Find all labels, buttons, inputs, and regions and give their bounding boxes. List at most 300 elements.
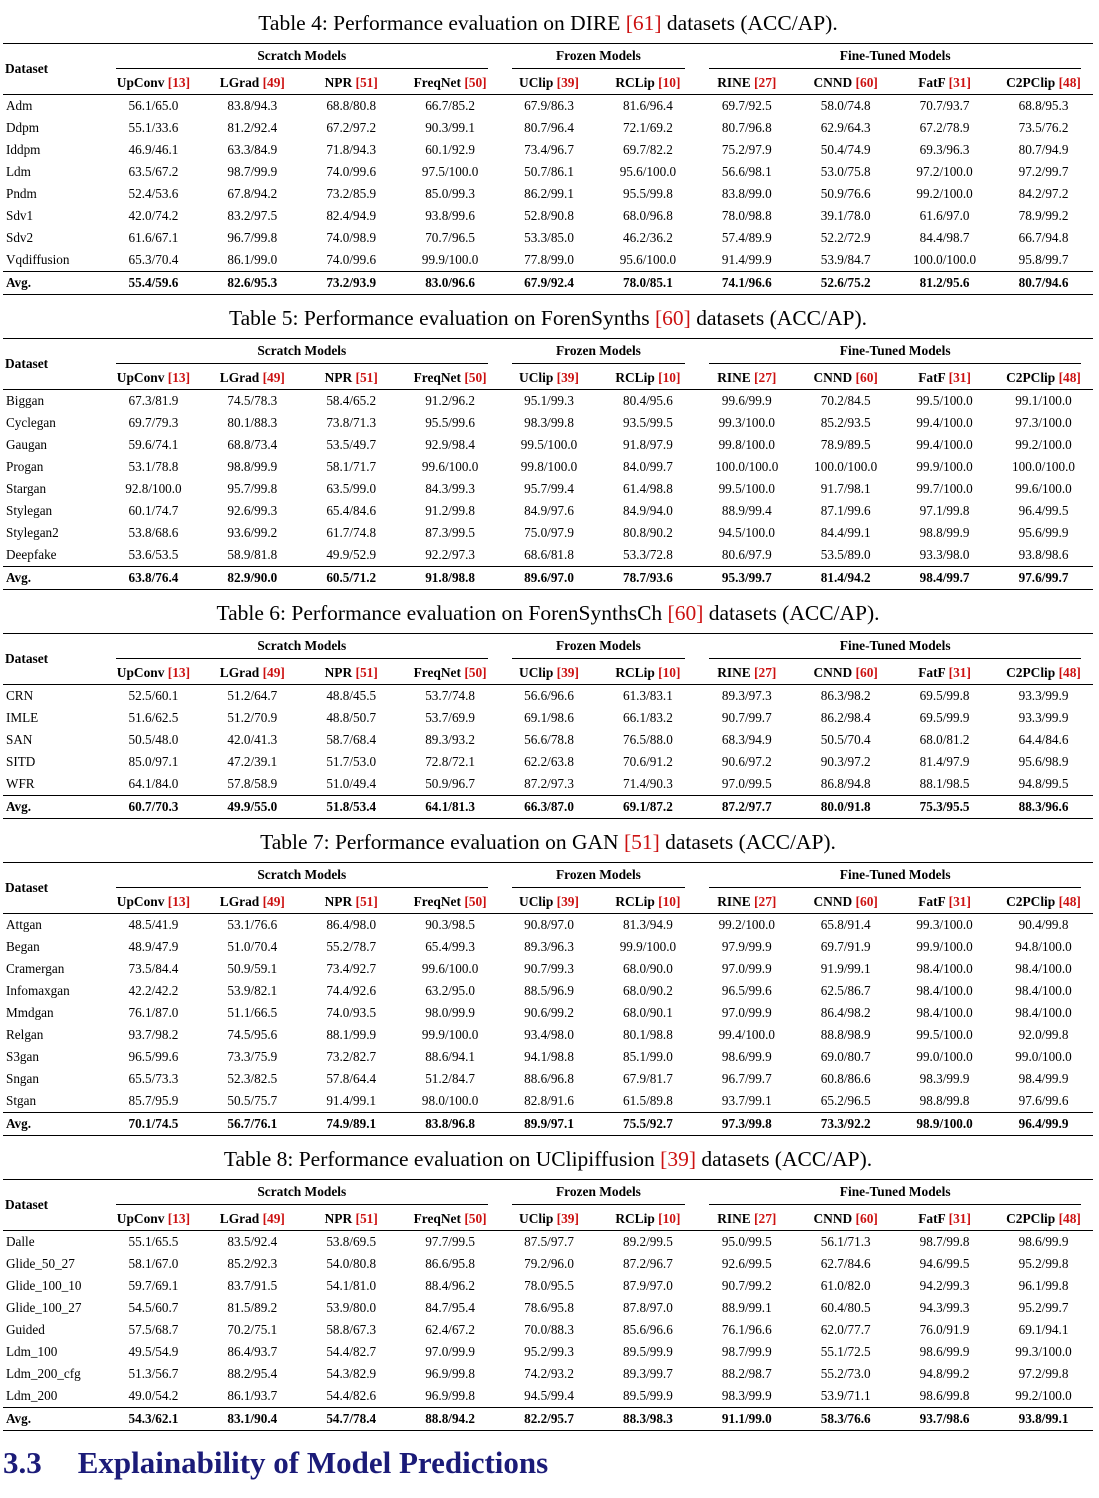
metric-cell: 55.1/72.5 (820, 1344, 871, 1359)
metric-cell: 99.7/100.0 (916, 481, 973, 496)
metric-cell: 50.9/76.6 (820, 186, 871, 201)
metric-cell: 80.6/97.9 (721, 547, 772, 562)
model-column-header (994, 662, 1093, 685)
model-column-header (895, 891, 994, 914)
table-caption-text: Table 5: Performance evaluation on ForenSynths (228, 306, 655, 330)
metric-cell: 83.1/90.4 (203, 1408, 302, 1431)
metric-cell: 46.9/46.1 (128, 142, 179, 157)
metric-cell: 94.8/100.0 (1015, 939, 1072, 954)
metric-cell: 60.4/80.5 (820, 1300, 871, 1315)
citation-link[interactable]: [51] (623, 830, 660, 854)
metric-cell: 98.8/99.9 (227, 459, 278, 474)
metric-cell: 90.4/99.8 (1018, 917, 1069, 932)
metric-cell: 61.5/89.8 (622, 1093, 673, 1108)
model-column-header (796, 367, 895, 390)
metric-cell: 56.1/71.3 (820, 1234, 871, 1249)
citation-link[interactable]: [60] (667, 601, 704, 625)
model-name: C2PClip (1006, 1211, 1056, 1226)
table-section (3, 601, 1093, 819)
metric-cell: 97.9/99.9 (721, 939, 772, 954)
metric-cell: 54.4/82.6 (326, 1388, 377, 1403)
model-name: LGrad (219, 1211, 260, 1226)
metric-cell: 99.2/100.0 (718, 917, 775, 932)
table-row (3, 958, 1093, 980)
model-name: FreqNet (413, 1211, 461, 1226)
metric-cell: 81.4/94.2 (796, 567, 895, 590)
column-group-label: Frozen Models (512, 342, 686, 364)
metric-cell: 95.2/99.7 (1018, 1300, 1069, 1315)
metric-cell: 84.2/97.2 (1018, 186, 1069, 201)
model-column-header (598, 662, 697, 685)
metric-cell: 98.6/99.9 (1018, 1234, 1069, 1249)
metric-cell: 99.6/100.0 (421, 961, 479, 976)
metric-cell: 83.2/97.5 (227, 208, 278, 223)
model-column-header (697, 1208, 796, 1231)
metric-cell: 70.2/75.1 (227, 1322, 278, 1337)
citation-link[interactable]: [13] (167, 75, 191, 90)
citation-link[interactable]: [13] (167, 370, 191, 385)
metric-cell: 49.9/55.0 (203, 796, 302, 819)
citation-link[interactable]: [13] (167, 665, 191, 680)
metric-cell: 92.6/99.3 (227, 503, 278, 518)
citation-link[interactable]: [60] (655, 306, 691, 330)
metric-cell: 68.0/90.0 (622, 961, 673, 976)
model-name: UpConv (116, 665, 165, 680)
citation-link[interactable]: [10] (658, 894, 681, 909)
citation-link[interactable]: [31] (948, 894, 971, 909)
metric-cell: 78.9/89.5 (820, 437, 871, 452)
table-row (3, 1297, 1093, 1319)
metric-cell: 82.9/90.0 (203, 567, 302, 590)
table-row (3, 1319, 1093, 1341)
metric-cell: 63.2/95.0 (425, 983, 476, 998)
metric-cell: 96.5/99.6 (721, 983, 772, 998)
metric-cell: 66.7/85.2 (425, 98, 476, 113)
citation-link[interactable]: [10] (658, 75, 681, 90)
metric-cell: 51.7/53.0 (326, 754, 377, 769)
citation-link[interactable]: [27] (754, 75, 777, 90)
metric-cell: 84.0/99.7 (622, 459, 673, 474)
column-group-header (500, 863, 698, 892)
model-name: NPR (324, 370, 353, 385)
metric-cell: 60.1/74.7 (128, 503, 179, 518)
metric-cell: 85.0/97.1 (128, 754, 179, 769)
model-column-header (697, 891, 796, 914)
citation-link[interactable]: [51] (355, 665, 378, 680)
metric-cell: 65.3/70.4 (128, 252, 179, 267)
citation-link[interactable]: [39] (556, 370, 579, 385)
metric-cell: 97.3/100.0 (1015, 415, 1072, 430)
metric-cell: 61.4/98.8 (622, 481, 673, 496)
model-column-header (500, 367, 599, 390)
citation-link[interactable]: [60] (855, 1211, 878, 1226)
metric-cell: 74.4/92.6 (326, 983, 377, 998)
metric-cell: 98.7/99.9 (227, 164, 278, 179)
performance-table (3, 338, 1093, 590)
metric-cell: 93.3/99.9 (1018, 688, 1069, 703)
metric-cell: 99.9/100.0 (619, 939, 677, 954)
metric-cell: 94.8/99.2 (919, 1366, 970, 1381)
citation-link[interactable]: [51] (355, 894, 378, 909)
metric-cell: 80.7/96.8 (721, 120, 772, 135)
metric-cell: 99.2/100.0 (916, 186, 973, 201)
table-row (3, 1090, 1093, 1113)
metric-cell: 67.2/97.2 (326, 120, 377, 135)
model-column-header (697, 367, 796, 390)
model-column-header (796, 1208, 895, 1231)
metric-cell: 79.2/96.0 (524, 1256, 574, 1271)
citation-link[interactable]: [10] (658, 370, 681, 385)
metric-cell: 95.3/99.7 (697, 567, 796, 590)
citation-link[interactable]: [27] (754, 665, 777, 680)
citation-link[interactable]: [50] (464, 894, 487, 909)
metric-cell: 88.9/99.4 (721, 503, 772, 518)
dataset-cell: Sdv2 (6, 230, 34, 245)
metric-cell: 56.6/78.8 (524, 732, 574, 747)
avg-row (3, 1113, 1093, 1136)
metric-cell: 91.4/99.1 (326, 1093, 377, 1108)
metric-cell: 96.7/99.7 (721, 1071, 772, 1086)
metric-cell: 53.8/69.5 (326, 1234, 377, 1249)
metric-cell: 91.4/99.9 (721, 252, 772, 267)
metric-cell: 39.1/78.0 (820, 208, 871, 223)
metric-cell: 88.3/96.6 (994, 796, 1093, 819)
model-name: LGrad (219, 75, 260, 90)
metric-cell: 98.3/99.9 (919, 1071, 970, 1086)
column-group-header (697, 634, 1093, 663)
citation-link[interactable]: [31] (948, 75, 971, 90)
metric-cell: 99.9/100.0 (421, 252, 479, 267)
table-row (3, 456, 1093, 478)
citation-link[interactable]: [50] (464, 1211, 487, 1226)
metric-cell: 97.2/99.7 (1018, 164, 1069, 179)
metric-cell: 67.9/86.3 (524, 98, 574, 113)
metric-cell: 67.2/78.9 (919, 120, 970, 135)
citation-link[interactable]: [31] (948, 370, 971, 385)
citation-link[interactable]: [13] (167, 894, 191, 909)
metric-cell: 98.6/99.9 (919, 1344, 970, 1359)
table-caption (3, 830, 1093, 855)
metric-cell: 88.1/99.9 (326, 1027, 377, 1042)
metric-cell: 88.5/96.9 (524, 983, 574, 998)
dataset-cell: Vqdiffusion (6, 252, 70, 267)
metric-cell: 91.2/99.8 (425, 503, 476, 518)
dataset-cell: Stylegan (6, 503, 53, 518)
metric-cell: 70.7/93.7 (919, 98, 970, 113)
metric-cell: 93.8/98.6 (1018, 547, 1069, 562)
table-row (3, 544, 1093, 567)
dataset-cell: S3gan (6, 1049, 39, 1064)
metric-cell: 89.5/99.9 (622, 1388, 673, 1403)
metric-cell: 55.1/33.6 (128, 120, 179, 135)
metric-cell: 52.4/53.6 (128, 186, 179, 201)
metric-cell: 82.2/95.7 (500, 1408, 599, 1431)
citation-link[interactable]: [49] (262, 370, 285, 385)
column-group-header (500, 634, 698, 663)
metric-cell: 54.0/80.8 (326, 1256, 377, 1271)
model-name: CNND (813, 665, 853, 680)
performance-table (3, 1179, 1093, 1431)
metric-cell: 52.5/60.1 (128, 688, 179, 703)
column-group-label: Scratch Models (116, 47, 488, 69)
metric-cell: 91.2/96.2 (425, 393, 476, 408)
citation-link[interactable]: [48] (1058, 894, 1081, 909)
column-group-label: Fine-Tuned Models (709, 637, 1081, 659)
metric-cell: 95.6/98.9 (1018, 754, 1069, 769)
model-name: FatF (918, 370, 946, 385)
metric-cell: 88.2/98.7 (721, 1366, 772, 1381)
model-column-header (203, 662, 302, 685)
model-column-header (401, 891, 500, 914)
metric-cell: 51.2/84.7 (425, 1071, 476, 1086)
metric-cell: 93.7/99.1 (721, 1093, 772, 1108)
model-column-header (994, 72, 1093, 95)
metric-cell: 59.7/69.1 (128, 1278, 179, 1293)
metric-cell: 61.6/97.0 (919, 208, 970, 223)
citation-link[interactable]: [27] (754, 370, 777, 385)
citation-link[interactable]: [61] (625, 11, 662, 35)
dataset-cell: Deepfake (6, 547, 57, 562)
metric-cell: 92.6/99.5 (721, 1256, 772, 1271)
citation-link[interactable]: [39] (556, 894, 579, 909)
model-column-header (302, 662, 401, 685)
citation-link[interactable]: [51] (355, 370, 378, 385)
metric-cell: 51.0/49.4 (326, 776, 377, 791)
metric-cell: 74.0/99.6 (326, 252, 377, 267)
citation-link[interactable]: [10] (658, 1211, 681, 1226)
metric-cell: 87.9/97.0 (622, 1278, 673, 1293)
citation-link[interactable]: [49] (262, 1211, 285, 1226)
metric-cell: 74.9/89.1 (302, 1113, 401, 1136)
dataset-cell: CRN (6, 688, 34, 703)
citation-link[interactable]: [31] (948, 665, 971, 680)
citation-link[interactable]: [27] (754, 1211, 777, 1226)
column-group-header (697, 339, 1093, 368)
metric-cell: 57.8/64.4 (326, 1071, 377, 1086)
metric-cell: 64.4/84.6 (1018, 732, 1069, 747)
metric-cell: 98.4/99.7 (895, 567, 994, 590)
model-name: RCLip (615, 75, 655, 90)
dataset-cell: Avg. (3, 567, 104, 590)
table-caption-text: Table 8: Performance evaluation on UClipiffusion (223, 1147, 661, 1171)
metric-cell: 63.8/76.4 (104, 567, 203, 590)
metric-cell: 90.7/99.7 (721, 710, 772, 725)
metric-cell: 75.2/97.9 (721, 142, 772, 157)
metric-cell: 55.1/65.5 (128, 1234, 179, 1249)
metric-cell: 95.6/100.0 (619, 252, 677, 267)
header-model-row (3, 72, 1093, 95)
metric-cell: 95.6/99.9 (1018, 525, 1069, 540)
citation-link[interactable]: [50] (464, 370, 487, 385)
metric-cell: 89.6/97.0 (500, 567, 599, 590)
citation-link[interactable]: [60] (855, 75, 878, 90)
citation-link[interactable]: [31] (948, 1211, 971, 1226)
metric-cell: 56.6/98.1 (721, 164, 772, 179)
column-group-header (500, 339, 698, 368)
citation-link[interactable]: [50] (464, 665, 487, 680)
citation-link[interactable]: [49] (262, 75, 285, 90)
metric-cell: 97.1/99.8 (919, 503, 970, 518)
section-heading (3, 1445, 1093, 1481)
dataset-cell: Avg. (3, 1408, 104, 1431)
citation-link[interactable]: [51] (355, 1211, 378, 1226)
table-section (3, 830, 1093, 1136)
metric-cell: 69.1/98.6 (524, 710, 574, 725)
model-name: RCLip (615, 894, 655, 909)
metric-cell: 67.3/81.9 (128, 393, 179, 408)
tables-container (3, 11, 1093, 1431)
model-name: FreqNet (413, 894, 461, 909)
citation-link[interactable]: [60] (855, 370, 878, 385)
metric-cell: 77.8/99.0 (524, 252, 574, 267)
citation-link[interactable]: [39] (556, 1211, 579, 1226)
table-caption-text: datasets (ACC/AP). (703, 601, 880, 625)
citation-link[interactable]: [60] (855, 894, 878, 909)
metric-cell: 100.0/100.0 (1012, 459, 1076, 474)
table-row (3, 478, 1093, 500)
metric-cell: 53.1/78.8 (128, 459, 179, 474)
metric-cell: 87.2/97.3 (524, 776, 574, 791)
metric-cell: 98.4/100.0 (1015, 1005, 1072, 1020)
metric-cell: 93.4/98.0 (524, 1027, 574, 1042)
metric-cell: 98.9/100.0 (895, 1113, 994, 1136)
citation-link[interactable]: [48] (1058, 1211, 1081, 1226)
citation-link[interactable]: [48] (1058, 665, 1081, 680)
model-column-header (598, 367, 697, 390)
metric-cell: 91.7/98.1 (820, 481, 871, 496)
citation-link[interactable]: [51] (355, 75, 378, 90)
metric-cell: 68.0/90.2 (622, 983, 673, 998)
column-group-header (104, 44, 500, 73)
metric-cell: 99.2/100.0 (1015, 437, 1072, 452)
column-group-header (104, 863, 500, 892)
model-name: UClip (519, 894, 554, 909)
metric-cell: 74.1/96.6 (697, 272, 796, 295)
model-column-header (500, 891, 599, 914)
metric-cell: 66.1/83.2 (622, 710, 673, 725)
citation-link[interactable]: [48] (1058, 75, 1081, 90)
metric-cell: 69.0/80.7 (820, 1049, 871, 1064)
model-name: C2PClip (1006, 665, 1056, 680)
metric-cell: 97.0/99.9 (721, 1005, 772, 1020)
citation-link[interactable]: [39] (556, 665, 579, 680)
metric-cell: 96.7/99.8 (227, 230, 278, 245)
citation-link[interactable]: [48] (1058, 370, 1081, 385)
metric-cell: 95.2/99.3 (524, 1344, 574, 1359)
metric-cell: 70.0/88.3 (524, 1322, 574, 1337)
metric-cell: 99.0/100.0 (916, 1049, 973, 1064)
metric-cell: 53.1/76.6 (227, 917, 278, 932)
metric-cell: 99.9/100.0 (916, 459, 973, 474)
metric-cell: 80.8/90.2 (622, 525, 673, 540)
metric-cell: 96.9/99.8 (425, 1366, 476, 1381)
metric-cell: 93.3/98.0 (919, 547, 970, 562)
metric-cell: 95.0/99.5 (721, 1234, 772, 1249)
metric-cell: 68.8/80.8 (326, 98, 377, 113)
model-name: UpConv (116, 370, 165, 385)
dataset-cell: Stgan (6, 1093, 37, 1108)
model-name: C2PClip (1006, 894, 1056, 909)
dataset-cell: WFR (6, 776, 35, 791)
metric-cell: 80.7/94.9 (1018, 142, 1069, 157)
citation-link[interactable]: [49] (262, 894, 285, 909)
metric-cell: 95.7/99.4 (524, 481, 574, 496)
dataset-cell: Stargan (6, 481, 47, 496)
metric-cell: 90.3/98.5 (425, 917, 476, 932)
metric-cell: 89.3/96.3 (524, 939, 574, 954)
header-model-row (3, 367, 1093, 390)
model-column-header (994, 1208, 1093, 1231)
metric-cell: 85.2/93.5 (820, 415, 871, 430)
metric-cell: 58.1/71.7 (326, 459, 377, 474)
metric-cell: 93.5/99.5 (622, 415, 673, 430)
metric-cell: 84.4/98.7 (919, 230, 970, 245)
citation-link[interactable]: [60] (855, 665, 878, 680)
column-group-label: Fine-Tuned Models (709, 866, 1081, 888)
citation-link[interactable]: [49] (262, 665, 285, 680)
citation-link[interactable]: [10] (658, 665, 681, 680)
column-group-header (500, 1180, 698, 1209)
column-group-label: Scratch Models (116, 866, 488, 888)
table-row (3, 139, 1093, 161)
model-name: FatF (918, 894, 946, 909)
citation-link[interactable]: [39] (660, 1147, 696, 1171)
dataset-cell: Glide_100_10 (6, 1278, 82, 1293)
metric-cell: 78.9/99.2 (1018, 208, 1069, 223)
dataset-cell: Adm (6, 98, 33, 113)
metric-cell: 69.5/99.8 (919, 688, 970, 703)
citation-link[interactable]: [13] (167, 1211, 191, 1226)
metric-cell: 88.3/98.3 (598, 1408, 697, 1431)
metric-cell: 54.1/81.0 (326, 1278, 377, 1293)
metric-cell: 93.8/99.1 (994, 1408, 1093, 1431)
model-column-header (203, 1208, 302, 1231)
table-caption (3, 11, 1093, 36)
dataset-column-header: Dataset (3, 863, 104, 914)
model-name: UpConv (116, 75, 165, 90)
metric-cell: 58.9/81.8 (227, 547, 278, 562)
metric-cell: 98.4/100.0 (1015, 961, 1072, 976)
metric-cell: 88.6/96.8 (524, 1071, 574, 1086)
metric-cell: 86.3/98.2 (820, 688, 871, 703)
metric-cell: 62.2/63.8 (524, 754, 574, 769)
column-group-label: Scratch Models (116, 637, 488, 659)
metric-cell: 78.0/98.8 (721, 208, 772, 223)
metric-cell: 84.3/99.3 (425, 481, 476, 496)
model-column-header (401, 367, 500, 390)
citation-link[interactable]: [39] (556, 75, 579, 90)
metric-cell: 99.3/100.0 (718, 415, 775, 430)
model-name: CNND (813, 75, 853, 90)
metric-cell: 88.9/99.1 (721, 1300, 772, 1315)
model-column-header (994, 367, 1093, 390)
metric-cell: 70.1/74.5 (104, 1113, 203, 1136)
citation-link[interactable]: [27] (754, 894, 777, 909)
metric-cell: 58.4/65.2 (326, 393, 377, 408)
metric-cell: 75.5/92.7 (598, 1113, 697, 1136)
metric-cell: 89.3/93.2 (425, 732, 476, 747)
model-name: UClip (519, 75, 554, 90)
model-column-header (697, 72, 796, 95)
column-group-label: Scratch Models (116, 342, 488, 364)
metric-cell: 56.7/76.1 (203, 1113, 302, 1136)
metric-cell: 97.2/99.8 (1018, 1366, 1069, 1381)
metric-cell: 85.6/96.6 (622, 1322, 673, 1337)
model-column-header (500, 1208, 599, 1231)
metric-cell: 55.2/73.0 (820, 1366, 871, 1381)
citation-link[interactable]: [50] (464, 75, 487, 90)
metric-cell: 84.4/99.1 (820, 525, 871, 540)
